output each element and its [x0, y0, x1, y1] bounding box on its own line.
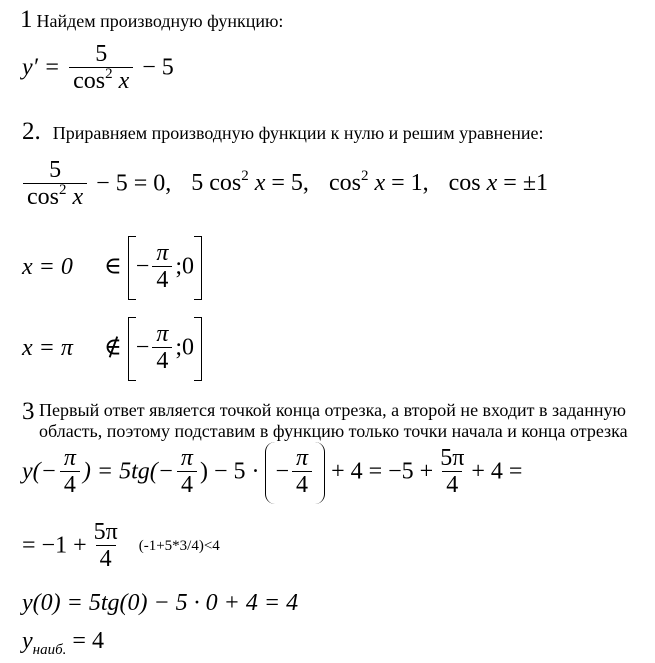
step-3	[22, 398, 35, 426]
calculation-3: y(0) = 5tg(0) − 5 · 0 + 4 = 4	[22, 590, 299, 616]
root-2-left-bracket	[128, 317, 136, 381]
calc-1-fraction-1: $\frac{\pi}{4}$	[60, 446, 80, 500]
calc-1-lhs-end: ) = 5tg(−	[82, 458, 174, 485]
derivative-fraction	[69, 42, 133, 96]
step-3-line-2: область, поэтому подставим в функцию только точки начала и конца отрезка	[39, 421, 628, 441]
step-2-text: Приравняем производную функции к нулю и решим уравнение:	[52, 123, 544, 143]
equation-part1: − 5 = 0,	[96, 170, 172, 197]
equation-part3: $\cos^2 x = 1$,	[328, 168, 429, 197]
calc-1-right-paren	[315, 442, 325, 504]
calc-1-end: + 4 =	[471, 458, 523, 485]
root-1-minus: −	[135, 253, 150, 280]
root-2-relation: ∉	[104, 334, 122, 361]
equation-line	[20, 158, 548, 212]
step-1-number: 1	[20, 6, 33, 33]
answer-rest: = 4	[72, 628, 104, 654]
root-1-fraction: $\frac{\pi}{4}$	[152, 241, 172, 295]
calc-2-fraction: $\frac{5\pi}{4}$	[93, 519, 118, 573]
equation-part2: 5 $\cos^2 x = 5$,	[191, 168, 309, 197]
root-1-tail: ;0	[175, 253, 195, 280]
step-3-text	[39, 400, 628, 442]
root-2-lhs: x = π	[22, 334, 73, 361]
calc-1-fraction-3: $\frac{\pi}{4}$	[292, 446, 312, 500]
root-1-lhs: x = 0	[22, 253, 73, 280]
root-2-tail: ;0	[175, 334, 195, 361]
derivative-tail: − 5	[142, 54, 174, 81]
equation-numerator: 5	[49, 157, 62, 183]
step-3-line-1: Первый ответ является точкой конца отрезка, а второй не входит в заданную	[39, 400, 626, 420]
answer-subscript: наиб.	[32, 642, 67, 658]
calc-2-note: (-1+5*3/4)<4	[138, 538, 220, 555]
step-1	[20, 6, 283, 34]
root-2-right-bracket	[194, 317, 202, 381]
step-1-text: Найдем производную функцию:	[36, 11, 284, 31]
root-2-fraction: $\frac{\pi}{4}$	[152, 322, 172, 376]
calc-1-start: y(−	[22, 458, 57, 485]
root-2-minus: −	[135, 334, 150, 361]
derivative-lhs: y′ =	[22, 54, 61, 81]
final-answer	[22, 628, 104, 658]
calc-2-start: = −1 +	[22, 532, 87, 559]
root-1-right-bracket	[194, 236, 202, 300]
equation-denominator: $\cos^2 x$	[23, 183, 87, 212]
step-2	[22, 118, 544, 146]
calculation-1	[22, 442, 522, 504]
root-1-left-bracket	[128, 236, 136, 300]
root-2	[22, 317, 202, 381]
root-1-relation: ∈	[104, 253, 122, 280]
answer-var: y	[22, 628, 33, 654]
calc-1-abs-minus: −	[275, 458, 290, 485]
equation-fraction	[23, 158, 87, 212]
calc-1-fraction-4: $\frac{5\pi}{4}$	[440, 445, 465, 499]
calc-1-fraction-2: $\frac{\pi}{4}$	[177, 446, 197, 500]
calc-1-after-abs: + 4 = −5 +	[331, 458, 434, 485]
derivative-denominator: $\cos^2 x$	[69, 67, 133, 96]
calc-1-mid-end: ) − 5 ·	[199, 458, 260, 485]
calc-1-left-paren	[265, 442, 275, 504]
calculation-2	[22, 520, 220, 574]
derivative-formula	[22, 42, 174, 96]
root-1	[22, 236, 202, 300]
derivative-numerator: 5	[95, 41, 108, 67]
step-3-number: 3	[22, 398, 35, 425]
equation-part4: cos x = ±1	[448, 170, 549, 197]
step-2-number: 2.	[22, 118, 41, 145]
